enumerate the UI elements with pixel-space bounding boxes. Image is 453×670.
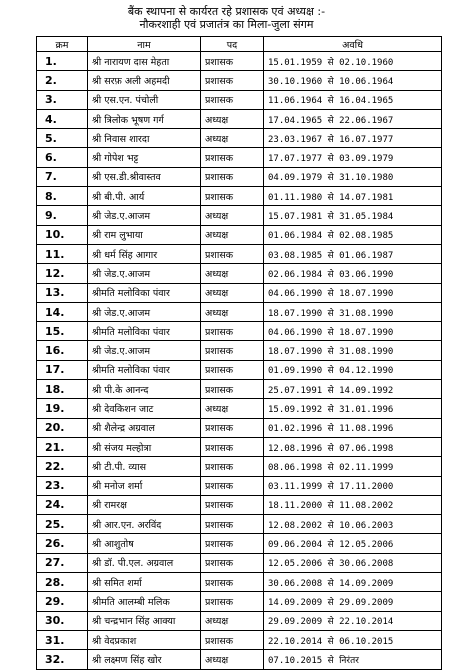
row-post: प्रशासक (201, 515, 264, 534)
row-post: अध्यक्ष (201, 302, 264, 321)
row-period: 29.09.2009 से 22.10.2014 (264, 611, 442, 630)
table-row (37, 167, 442, 186)
row-name: श्री निवास शारदा (88, 129, 201, 148)
row-sno: 15. (37, 322, 88, 341)
table-row (37, 495, 442, 514)
row-period: 23.03.1967 से 16.07.1977 (264, 129, 442, 148)
col-header-period: अवधि (264, 37, 442, 52)
row-name: श्री जेड.ए.आजम (88, 206, 201, 225)
table-row (37, 148, 442, 167)
table-row (37, 187, 442, 206)
row-period: 18.07.1990 से 31.08.1990 (264, 302, 442, 321)
row-sno: 8. (37, 187, 88, 206)
row-period: 01.02.1996 से 11.08.1996 (264, 418, 442, 437)
row-period: 30.10.1960 से 10.06.1964 (264, 71, 442, 90)
row-sno: 16. (37, 341, 88, 360)
col-header-post: पद (201, 37, 264, 52)
row-post: अध्यक्ष (201, 225, 264, 244)
table-row (37, 553, 442, 572)
row-sno: 21. (37, 437, 88, 456)
row-sno: 26. (37, 534, 88, 553)
row-period: 17.04.1965 से 22.06.1967 (264, 109, 442, 128)
row-post: अध्यक्ष (201, 264, 264, 283)
row-name: श्री आशुतोष (88, 534, 201, 553)
row-name: श्री जेड.ए.आजम (88, 264, 201, 283)
table-body (37, 52, 442, 670)
row-post: अध्यक्ष (201, 129, 264, 148)
table-row (37, 515, 442, 534)
row-sno: 28. (37, 573, 88, 592)
table-row (37, 109, 442, 128)
table-row (37, 573, 442, 592)
table-row (37, 283, 442, 302)
row-period: 07.10.2015 से निरंतर (264, 650, 442, 669)
row-sno: 20. (37, 418, 88, 437)
row-post: अध्यक्ष (201, 283, 264, 302)
row-name: श्री मनोज शर्मा (88, 476, 201, 495)
row-sno: 19. (37, 399, 88, 418)
row-post: प्रशासक (201, 360, 264, 379)
table-row (37, 418, 442, 437)
table-row (37, 611, 442, 630)
row-name: श्री संजय मल्होत्रा (88, 437, 201, 456)
row-name: श्री सरफ़ अली अहमदी (88, 71, 201, 90)
row-post: प्रशासक (201, 380, 264, 399)
table-header-row (37, 37, 442, 52)
row-period: 15.09.1992 से 31.01.1996 (264, 399, 442, 418)
row-post: प्रशासक (201, 418, 264, 437)
row-sno: 6. (37, 148, 88, 167)
row-name: श्री वेदप्रकाश (88, 630, 201, 649)
row-sno: 1. (37, 52, 88, 71)
row-name: श्री त्रिलोक भूषण गर्ग (88, 109, 201, 128)
row-post: अध्यक्ष (201, 109, 264, 128)
row-name: श्री एस.एन. पंचोली (88, 90, 201, 109)
row-name: श्री नारायण दास मेहता (88, 52, 201, 71)
row-period: 01.06.1984 से 02.08.1985 (264, 225, 442, 244)
col-header-sno: क्रम (37, 37, 88, 52)
row-post: प्रशासक (201, 476, 264, 495)
row-sno: 22. (37, 457, 88, 476)
row-name: श्री लक्ष्मण सिंह खोर (88, 650, 201, 669)
table-row (37, 341, 442, 360)
row-post: अध्यक्ष (201, 650, 264, 669)
row-period: 18.07.1990 से 31.08.1990 (264, 341, 442, 360)
row-name: श्री एस.डी.श्रीवास्तव (88, 167, 201, 186)
row-sno: 5. (37, 129, 88, 148)
row-post: प्रशासक (201, 592, 264, 611)
row-name: श्री डॉ. पी.एल. अग्रवाल (88, 553, 201, 572)
table-row (37, 476, 442, 495)
row-sno: 7. (37, 167, 88, 186)
row-name: श्री बी.पी. आर्य (88, 187, 201, 206)
row-sno: 29. (37, 592, 88, 611)
row-sno: 12. (37, 264, 88, 283)
row-period: 08.06.1998 से 02.11.1999 (264, 457, 442, 476)
table-row (37, 264, 442, 283)
heading-line-1: बैंक स्थापना से कार्यरत रहे प्रशासक एवं अध्यक्ष :- (127, 5, 326, 18)
row-name: श्रीमति मलोविका पंवार (88, 283, 201, 302)
row-period: 01.09.1990 से 04.12.1990 (264, 360, 442, 379)
row-period: 15.07.1981 से 31.05.1984 (264, 206, 442, 225)
table-row (37, 322, 442, 341)
row-period: 04.06.1990 से 18.07.1990 (264, 283, 442, 302)
table-row (37, 592, 442, 611)
row-period: 30.06.2008 से 14.09.2009 (264, 573, 442, 592)
row-period: 04.06.1990 से 18.07.1990 (264, 322, 442, 341)
row-period: 04.09.1979 से 31.10.1980 (264, 167, 442, 186)
row-name: श्री पी.के आनन्द (88, 380, 201, 399)
table-row (37, 360, 442, 379)
row-post: प्रशासक (201, 167, 264, 186)
table-row (37, 90, 442, 109)
row-post: प्रशासक (201, 341, 264, 360)
row-post: प्रशासक (201, 630, 264, 649)
row-period: 12.08.2002 से 10.06.2003 (264, 515, 442, 534)
row-sno: 18. (37, 380, 88, 399)
table-row (37, 225, 442, 244)
row-period: 25.07.1991 से 14.09.1992 (264, 380, 442, 399)
row-post: प्रशासक (201, 148, 264, 167)
row-period: 17.07.1977 से 03.09.1979 (264, 148, 442, 167)
row-period: 03.11.1999 से 17.11.2000 (264, 476, 442, 495)
row-sno: 32. (37, 650, 88, 669)
row-period: 22.10.2014 से 06.10.2015 (264, 630, 442, 649)
row-period: 01.11.1980 से 14.07.1981 (264, 187, 442, 206)
row-name: श्रीमति मलोविका पंवार (88, 322, 201, 341)
administrators-table (36, 36, 442, 670)
row-name: श्री जेड.ए.आजम (88, 341, 201, 360)
table-row (37, 206, 442, 225)
row-sno: 14. (37, 302, 88, 321)
row-sno: 25. (37, 515, 88, 534)
row-name: श्री गोपेश भट्ट (88, 148, 201, 167)
row-post: प्रशासक (201, 457, 264, 476)
row-sno: 27. (37, 553, 88, 572)
row-sno: 17. (37, 360, 88, 379)
row-post: प्रशासक (201, 495, 264, 514)
row-name: श्री रामरक्ष (88, 495, 201, 514)
row-name: श्री जेड.ए.आजम (88, 302, 201, 321)
row-sno: 31. (37, 630, 88, 649)
row-sno: 4. (37, 109, 88, 128)
row-name: श्री राम लुभाया (88, 225, 201, 244)
row-sno: 9. (37, 206, 88, 225)
row-post: अध्यक्ष (201, 611, 264, 630)
col-header-name: नाम (88, 37, 201, 52)
table-row (37, 534, 442, 553)
row-period: 12.08.1996 से 07.06.1998 (264, 437, 442, 456)
row-sno: 23. (37, 476, 88, 495)
row-name: श्री टी.पी. व्यास (88, 457, 201, 476)
table-row (37, 457, 442, 476)
row-name: श्री समित शर्मा (88, 573, 201, 592)
row-sno: 11. (37, 244, 88, 263)
table-row (37, 399, 442, 418)
row-name: श्रीमति मलोविका पंवार (88, 360, 201, 379)
row-sno: 13. (37, 283, 88, 302)
row-period: 09.06.2004 से 12.05.2006 (264, 534, 442, 553)
table-row (37, 650, 442, 669)
row-period: 03.08.1985 से 01.06.1987 (264, 244, 442, 263)
row-post: प्रशासक (201, 244, 264, 263)
table-row (37, 244, 442, 263)
row-post: प्रशासक (201, 534, 264, 553)
table-row (37, 380, 442, 399)
row-name: श्रीमति आलम्बी मलिक (88, 592, 201, 611)
row-sno: 30. (37, 611, 88, 630)
table-row (37, 129, 442, 148)
table-row (37, 302, 442, 321)
row-name: श्री देवकिशन जाट (88, 399, 201, 418)
table-row (37, 52, 442, 71)
row-post: अध्यक्ष (201, 399, 264, 418)
row-period: 18.11.2000 से 11.08.2002 (264, 495, 442, 514)
table-row (37, 630, 442, 649)
row-sno: 3. (37, 90, 88, 109)
heading-line-2: नौकरशाही एवं प्रजातंत्र का मिला-जुला संगम (139, 18, 314, 31)
row-name: श्री चन्द्रभान सिंह आक्या (88, 611, 201, 630)
row-name: श्री शैलेन्द्र अग्रवाल (88, 418, 201, 437)
row-post: प्रशासक (201, 90, 264, 109)
row-post: प्रशासक (201, 71, 264, 90)
row-post: प्रशासक (201, 437, 264, 456)
row-period: 11.06.1964 से 16.04.1965 (264, 90, 442, 109)
row-post: प्रशासक (201, 52, 264, 71)
row-period: 12.05.2006 से 30.06.2008 (264, 553, 442, 572)
row-post: प्रशासक (201, 573, 264, 592)
row-sno: 2. (37, 71, 88, 90)
row-name: श्री आर.एन. अरविंद (88, 515, 201, 534)
row-name: श्री धर्म सिंह आगार (88, 244, 201, 263)
row-period: 02.06.1984 से 03.06.1990 (264, 264, 442, 283)
row-post: प्रशासक (201, 322, 264, 341)
row-post: प्रशासक (201, 187, 264, 206)
row-sno: 10. (37, 225, 88, 244)
row-period: 14.09.2009 से 29.09.2009 (264, 592, 442, 611)
row-sno: 24. (37, 495, 88, 514)
table-row (37, 437, 442, 456)
row-post: अध्यक्ष (201, 206, 264, 225)
row-period: 15.01.1959 से 02.10.1960 (264, 52, 442, 71)
table-row (37, 71, 442, 90)
row-post: प्रशासक (201, 553, 264, 572)
